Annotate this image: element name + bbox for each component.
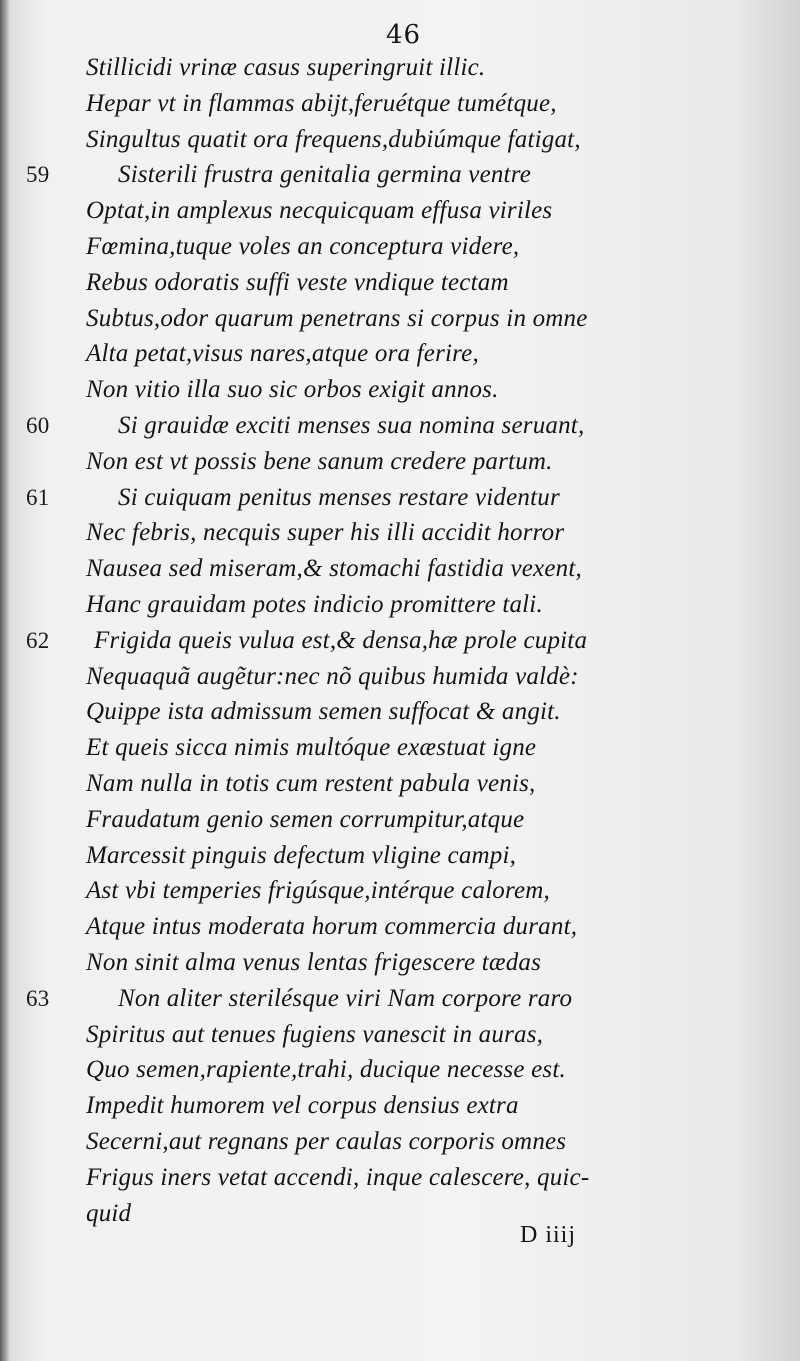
verse-line-text: Frigus iners vetat accendi, inque calescere, quic- (86, 1163, 590, 1191)
verse-line-text: Non sinit alma venus lentas frigescere tædas (86, 948, 542, 976)
verse-line-text: Frigida queis vulua est,& densa,hæ prole cupita (94, 626, 588, 654)
verse-line-text: Fœmina,tuque voles an conceptura videre, (86, 232, 520, 260)
verse-line-text: Nec febris, necquis super his illi accidit horror (86, 519, 565, 547)
margin-section-number: 61 (26, 484, 50, 510)
margin-section-number: 59 (26, 162, 50, 188)
verse-line (0, 1124, 800, 1160)
verse-line-text: Marcessit pinguis defectum vligine campi, (86, 841, 517, 869)
verse-line (0, 265, 800, 301)
verse-line (0, 909, 800, 945)
verse-line-text: Quo semen,rapiente,trahi, ducique necesse est. (86, 1056, 566, 1084)
verse-line-text: Subtus,odor quarum penetrans si corpus in omne (86, 304, 588, 332)
page-number: 46 (386, 20, 422, 50)
verse-line-text: Quippe ista admissum semen suffocat & angit. (86, 698, 561, 726)
verse-line (0, 408, 800, 444)
verse-line-text: Fraudatum genio semen corrumpitur,atque (86, 805, 525, 833)
verse-line-text: Non aliter sterilésque viri Nam corpore raro (118, 984, 573, 1012)
verse-line (0, 336, 800, 372)
verse-line-text: Stillicidi vrinæ casus superingruit illic. (86, 54, 486, 81)
verse-line (0, 587, 800, 623)
verse-line-text: Impedit humorem vel corpus densius extra (86, 1092, 519, 1120)
verse-line (0, 1052, 800, 1088)
verse-line (0, 372, 800, 408)
verse-line-text: Spiritus aut tenues fugiens vanescit in auras, (86, 1020, 544, 1048)
verse-line (0, 157, 800, 193)
verse-line (0, 193, 800, 229)
margin-section-number: 60 (26, 412, 50, 438)
verse-line-text: quid (86, 1199, 132, 1227)
verse-line (0, 730, 800, 766)
verse-line-text: Rebus odoratis suffi veste vndique tectam (86, 268, 509, 296)
verse-line (0, 301, 800, 337)
verse-line-text: Nausea sed miseram,& stomachi fastidia vexent, (86, 555, 582, 583)
verse-text-block (0, 50, 800, 1231)
verse-line-text: Hanc grauidam potes indicio promittere tali. (86, 590, 543, 618)
verse-line (0, 1017, 800, 1053)
verse-line (0, 50, 800, 86)
verse-line-text: Nequaquã augẽtur:nec nõ quibus humida valdè: (86, 662, 579, 690)
verse-line (0, 802, 800, 838)
verse-line-text: Non vitio illa suo sic orbos exigit annos. (86, 376, 499, 404)
margin-section-number: 62 (26, 627, 50, 653)
signature-mark: D iiij (520, 1222, 577, 1248)
verse-line-text: Ast vbi temperies frigúsque,intérque calorem, (86, 877, 551, 905)
verse-line (0, 1196, 800, 1232)
verse-line (0, 838, 800, 874)
verse-line-text: Alta petat,visus nares,atque ora ferire, (86, 340, 479, 368)
margin-section-number: 63 (26, 985, 50, 1011)
verse-line (0, 444, 800, 480)
verse-line-text: Secerni,aut regnans per caulas corporis omnes (86, 1127, 567, 1155)
verse-line-text: Si grauidæ exciti menses sua nomina seruant, (118, 411, 585, 439)
verse-line (0, 766, 800, 802)
verse-line (0, 515, 800, 551)
verse-line-text: Atque intus moderata horum commercia durant, (86, 913, 578, 941)
verse-line (0, 86, 800, 122)
verse-line-text: Sisterili frustra genitalia germina ventre (118, 161, 532, 189)
verse-line-text: Et queis sicca nimis multóque exæstuat igne (86, 734, 537, 762)
verse-line (0, 1088, 800, 1124)
verse-line (0, 1160, 800, 1196)
verse-line (0, 122, 800, 158)
verse-line-text: Si cuiquam penitus menses restare videntur (118, 483, 560, 511)
verse-line (0, 551, 800, 587)
verse-line (0, 981, 800, 1017)
verse-line (0, 229, 800, 265)
verse-line-text: Optat,in amplexus necquicquam effusa viriles (86, 197, 553, 225)
verse-line (0, 480, 800, 516)
verse-line-text: Non est vt possis bene sanum credere partum. (86, 447, 553, 475)
verse-line-text: Singultus quatit ora frequens,dubiúmque fatigat, (86, 125, 581, 153)
verse-line (0, 623, 800, 659)
verse-line (0, 873, 800, 909)
verse-line (0, 694, 800, 730)
verse-line (0, 659, 800, 695)
verse-line-text: Nam nulla in totis cum restent pabula venis, (86, 769, 536, 797)
verse-line (0, 945, 800, 981)
verse-line-text: Hepar vt in flammas abijt,feruétque tumétque, (86, 89, 557, 117)
